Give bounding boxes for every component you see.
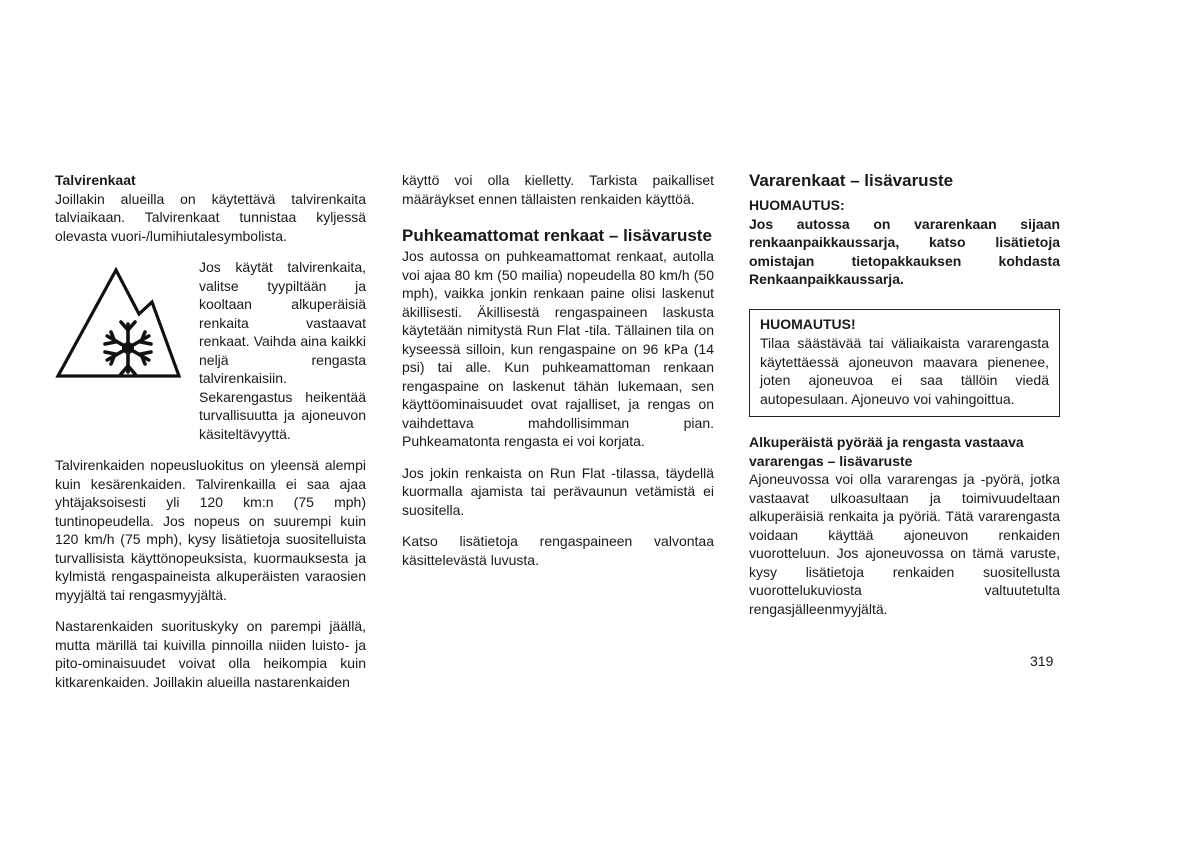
paragraph-run-flat-load: Jos jokin renkaista on Run Flat -tilassa, täydellä kuormalla ajamista tai perävaunun vetämistä ei suositella. xyxy=(402,464,714,518)
paragraph-run-flat-info: Jos autossa on puhkeamattomat renkaat, autolla voi ajaa 80 km (50 mailia) nopeudella 80 km/h (50 mph), vaikka jonkin renkaan paine olisi laskenut äkillisesti. Äkillisestä rengaspaineen laskusta käytetään nimitystä Run Flat -tila. Tällainen tila on kyseessä silloin, kun rengaspaine on 96 kPa (14 psi) tai alle. Kun puhkeamattoman renkaan rengaspaine on laskenut tähän lukemaan, sen käyttöominaisuudet ovat rajalliset, ja rengas on vaihdettava mahdollisimman pian. Puhkeamatonta rengasta ei voi korjata. xyxy=(402,248,714,449)
note-label: HUOMAUTUS: xyxy=(749,197,845,213)
warning-title: HUOMAUTUS! xyxy=(760,315,856,332)
page-number: 319 xyxy=(1030,653,1054,669)
section-heading-spare-tires: Vararenkaat – lisävaruste xyxy=(749,171,954,190)
subheading-full-size-spare: Alkuperäistä pyörää ja rengasta vastaava vararengas – lisävaruste xyxy=(749,434,1024,469)
paragraph-pressure-reference: Katso lisätietoja rengaspaineen valvontaa käsittelevästä luvusta. xyxy=(402,533,714,568)
section-heading-run-flat: Puhkeamattomat renkaat – lisävaruste xyxy=(402,226,712,245)
column-left xyxy=(55,171,366,704)
column-right xyxy=(749,171,1060,631)
column-middle xyxy=(402,171,714,582)
warning-text: Tilaa säästävää tai väliaikaista vararengasta käytettäessä ajoneuvon maavara pienenee, joten ajoneuvoa ei saa tällöin viedä autopesulaan. Ajoneuvo voi vahingoittua. xyxy=(760,335,1049,407)
paragraph-studded-tires: Nastarenkaiden suorituskyky on parempi jäällä, mutta märillä tai kuivilla pinnoilla niiden luisto- ja pito-ominaisuudet voivat olla heikompia kuin kitkarenkaiden. Joillakin alueilla nastarenkaiden xyxy=(55,618,366,690)
winter-tire-advice: Jos käytät talvirenkaita, valitse tyypiltään ja kooltaan alkuperäisiä renkaita vastaavat renkaat. Vaihda aina kaikki neljä rengasta talvirenkaisiin. Sekarengastus heikentää turvallisuutta ja ajoneuvon käsiteltävyyttä. xyxy=(199,259,366,442)
symbol-block xyxy=(55,258,366,443)
paragraph-winter-intro: Joillakin alueilla on käytettävä talvirenkaita talviaikaan. Talvirenkaat tunnistaa kyljessä olevasta vuori-/lumihiutalesymbolista. xyxy=(55,190,366,244)
section-heading-winter-tires: Talvirenkaat xyxy=(55,172,136,188)
warning-box xyxy=(749,309,1060,418)
paragraph-continued: käyttö voi olla kielletty. Tarkista paikalliset määräykset ennen tällaisten renkaiden käyttöä. xyxy=(402,172,714,207)
mountain-snowflake-icon xyxy=(55,262,193,388)
paragraph-full-size-spare: Ajoneuvossa voi olla vararengas ja -pyörä, jotka vastaavat ulkoasultaan ja toimivuudeltaan alkuperäisiä renkaita ja pyöriä. Tätä vararengasta voidaan käyttää ajoneuvon renkaiden vuorotteluun. Jos ajoneuvossa on tämä varuste, kysy lisätietoja renkaiden suositellusta vuorottelukuviosta valtuutetulta rengasjälleenmyyjältä. xyxy=(749,471,1060,617)
note-text: Jos autossa on vararenkaan sijaan renkaanpaikkaussarja, katso lisätietoja omistajan tietopakkauksen kohdasta Renkaanpaikkaussarja. xyxy=(749,215,1060,287)
paragraph-speed-rating: Talvirenkaiden nopeusluokitus on yleensä alempi kuin kesärenkaiden. Talvirenkailla ei saa ajaa yhtäjaksoisesti yli 120 km:n (75 mph) tuntinopeudella. Jos nopeus on suurempi kuin 120 km/h (75 mph), kysy lisätietoja suositelluista turvallisista käyttönopeuksista, kuormauksesta ja kylmistä rengaspaineista alkuperäisten varaosien myyjältä tai rengasmyyjältä. xyxy=(55,457,366,603)
